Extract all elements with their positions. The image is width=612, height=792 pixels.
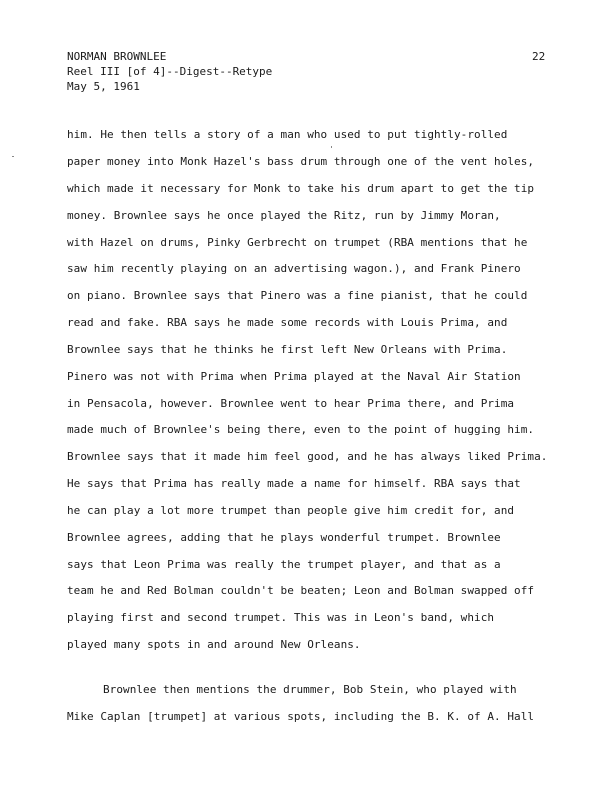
text-line: playing first and second trumpet. This was in Leon's band, which — [67, 611, 495, 624]
text-line: in Pensacola, however. Brownlee went to hear Prima there, and Prima — [67, 397, 515, 410]
interview-date: May 5, 1961 — [67, 80, 140, 93]
text-line: with Hazel on drums, Pinky Gerbrecht on trumpet (RBA mentions that he — [67, 236, 528, 249]
text-line: says that Leon Prima was really the trumpet player, and that as a — [67, 558, 501, 571]
text-line: read and fake. RBA says he made some records with Louis Prima, and — [67, 316, 508, 329]
document-header — [67, 49, 272, 94]
reel-info: Reel III [of 4]--Digest--Retype — [67, 65, 273, 78]
text-line: played many spots in and around New Orleans. — [67, 638, 361, 651]
text-line: on piano. Brownlee says that Pinero was a fine pianist, that he could — [67, 289, 528, 302]
text-line: He says that Prima has really made a name for himself. RBA says that — [67, 477, 521, 490]
page-number: 22 — [532, 50, 546, 63]
scan-speck — [331, 146, 332, 148]
text-line: Pinero was not with Prima when Prima played at the Naval Air Station — [67, 370, 521, 383]
text-line: made much of Brownlee's being there, even to the point of hugging him. — [67, 423, 535, 436]
text-line: he can play a lot more trumpet than people give him credit for, and — [67, 504, 515, 517]
text-line: paper money into Monk Hazel's bass drum through one of the vent holes, — [67, 155, 535, 168]
interviewee-name: NORMAN BROWNLEE — [67, 50, 167, 63]
text-line: Brownlee says that it made him feel good, and he has always liked Prima. — [67, 450, 548, 463]
text-line: saw him recently playing on an advertising wagon.), and Frank Pinero — [67, 262, 521, 275]
text-line: Brownlee says that he thinks he first left New Orleans with Prima. — [67, 343, 508, 356]
text-line: money. Brownlee says he once played the Ritz, run by Jimmy Moran, — [67, 209, 501, 222]
text-line: him. He then tells a story of a man who used to put tightly-rolled — [67, 128, 508, 141]
paragraph-start-line: Brownlee then mentions the drummer, Bob Stein, who played with — [103, 683, 517, 696]
text-line: Brownlee agrees, adding that he plays wonderful trumpet. Brownlee — [67, 531, 501, 544]
text-line: which made it necessary for Monk to take his drum apart to get the tip — [67, 182, 535, 195]
text-line: team he and Red Bolman couldn't be beaten; Leon and Bolman swapped off — [67, 584, 535, 597]
text-line: Mike Caplan [trumpet] at various spots, including the B. K. of A. Hall — [67, 710, 535, 723]
scan-speck — [12, 156, 14, 157]
